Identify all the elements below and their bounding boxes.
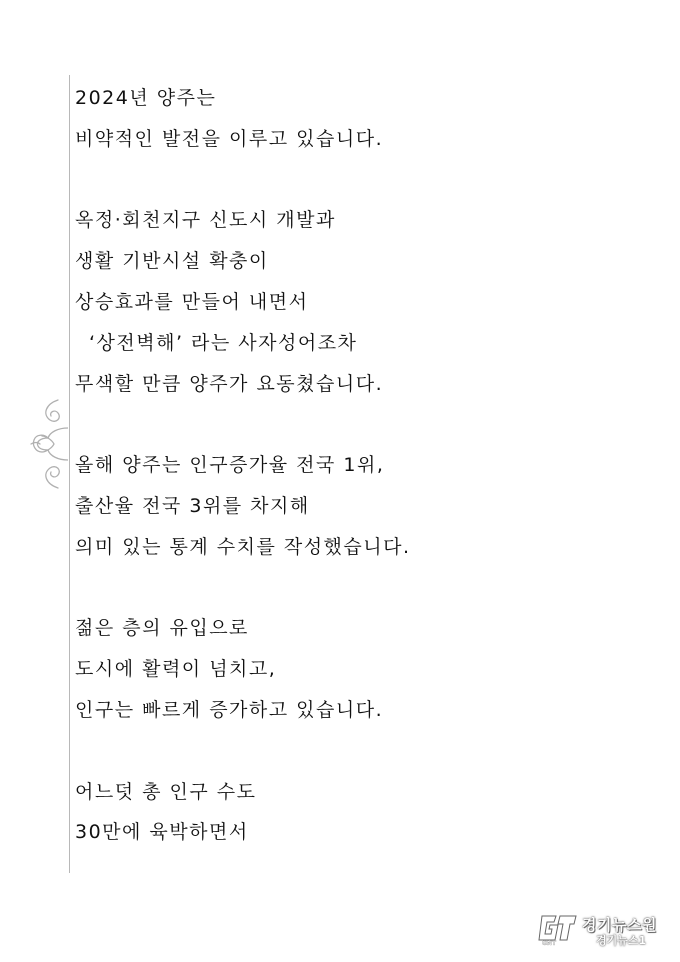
text-line: 비약적인 발전을 이루고 있습니다. (75, 127, 384, 150)
text-line: 30만에 육박하면서 (75, 821, 249, 844)
text-line: 출산율 전국 3위를 차지해 (75, 494, 310, 517)
text-line: 옥정·회천지구 신도시 개발과 (75, 209, 336, 232)
watermark-logo (536, 912, 668, 946)
text-line: 2024년 양주는 (75, 87, 217, 109)
watermark-sub: 경기뉴스1 (596, 934, 647, 947)
poem-text-block (75, 78, 635, 853)
text-line: 어느덧 총 인구 수도 (75, 780, 257, 803)
blank-line (75, 568, 635, 609)
text-line: 상승효과를 만들어 내면서 (75, 290, 309, 313)
text-line: 인구는 빠르게 증가하고 있습니다. (75, 698, 384, 721)
blank-line (75, 731, 635, 772)
watermark-name: 경기뉴스원 (582, 916, 657, 934)
gnt-logo-icon (536, 912, 580, 946)
blank-line (75, 160, 635, 201)
scroll-flourish-icon (28, 398, 68, 490)
text-line: 올해 양주는 인구증가율 전국 1위, (75, 454, 385, 477)
text-line: 젊은 층의 유입으로 (75, 617, 249, 640)
margin-rule (69, 75, 70, 873)
text-line: 의미 있는 통계 수치를 작성했습니다. (75, 535, 411, 558)
text-line: 무색할 만큼 양주가 요동쳤습니다. (75, 372, 384, 395)
text-line: 도시에 활력이 넘치고, (75, 658, 277, 681)
text-line: 생활 기반시설 확충이 (75, 250, 269, 273)
svg-text:GNT: GNT (542, 940, 557, 946)
text-line: ‘상전벽해’ 라는 사자성어조차 (89, 331, 358, 354)
blank-line (75, 404, 635, 445)
